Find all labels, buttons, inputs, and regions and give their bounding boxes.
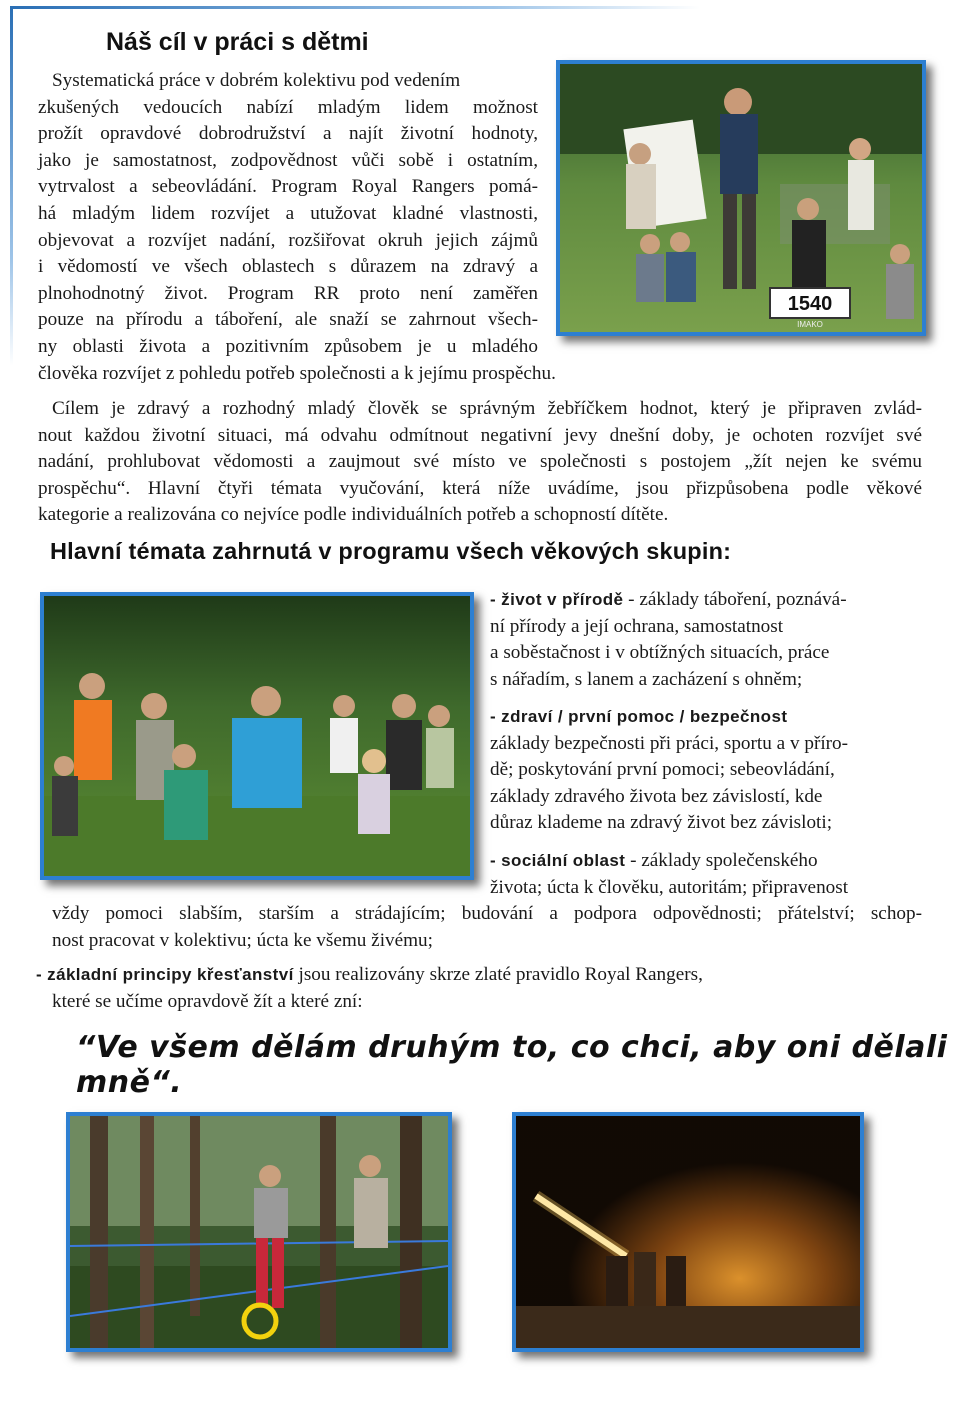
intro-paragraph <box>38 68 556 387</box>
topic-health-line: základy zdravého života bez závislostí, kde <box>490 785 823 807</box>
topic-health-line: důraz klademe na zdravý život bez závisloti; <box>490 812 833 834</box>
golden-rule-quote: “Ve všem dělám druhým to, co chci, aby oni dělali mně“. <box>76 1030 948 1100</box>
photo-children-outdoors <box>40 592 474 880</box>
left-accent-line <box>10 6 13 366</box>
score-sign-number: 1540 <box>787 293 833 315</box>
topic-health-title: - zdraví / první pomoc / bezpečnost <box>490 707 788 726</box>
topic-nature-line: ní přírody a její ochrana, samostatnost <box>490 615 784 637</box>
topic-health-line: dě; poskytování první pomoci; sebeovládání, <box>490 759 835 781</box>
page-title: Náš cíl v práci s dětmi <box>106 28 369 56</box>
topic-nature-first: - základy táboření, poznává- <box>623 589 847 610</box>
topic-social-first-line <box>490 848 920 875</box>
night-fire-image <box>516 1116 860 1348</box>
topic-health-line: základy bezpečnosti při práci, sportu a v příro- <box>490 732 849 754</box>
intro-line: há mladým lidem rozvíjet a utužovat kladné vlastnosti, <box>38 202 538 224</box>
goal-line: prospěchu“. Hlavní čtyři témata vyučování, která níže uvádíme, jsou přizpůsobena podle věkové <box>38 477 922 499</box>
intro-line: zkušených vedoucích nabízí mladým lidem možnost <box>38 96 538 118</box>
topic-social-title: - sociální oblast <box>490 851 626 870</box>
topic-christian <box>36 962 926 1015</box>
topics-heading: Hlavní témata zahrnutá v programu všech věkových skupin: <box>50 538 732 564</box>
topic-social-line: života; úcta k člověku, autoritám; připravenost <box>490 876 849 898</box>
goal-line: nadání, prohlubovat vědomosti a zaujmout své místo ve společnosti s postojem „žít nejen ke svému <box>38 451 922 473</box>
intro-line: objevovat a rozvíjet nadání, rozšiřovat okruh jejich zájmů <box>38 229 538 251</box>
intro-line: prožít opravdové dobrodružství a najít životní hodnoty, <box>38 123 538 145</box>
goal-paragraph <box>38 396 922 529</box>
top-accent-line <box>10 6 700 9</box>
forest-game-image <box>70 1116 448 1348</box>
topic-christian-first-line <box>36 962 926 989</box>
score-sign-brand: IMAKO <box>797 320 823 329</box>
intro-line: jako je samostatnost, zodpovědnost vůči sobě i ostatním, <box>38 149 538 171</box>
intro-line: plnohodnotný život. Program RR proto není zaměřen <box>38 282 538 304</box>
intro-line: vytrvalost a sebeovládání. Program Royal Rangers pomá- <box>38 176 538 198</box>
goal-line: nout každou životní situaci, má odvahu odmítnout negativní jevy dnešní doby, je ochoten rozvíjet své <box>38 424 922 446</box>
intro-line-last: člověka rozvíjet z pohledu potřeb společnosti a k jejímu prospěchu. <box>38 362 556 384</box>
topic-christian-first: jsou realizovány skrze zlaté pravidlo Royal Rangers, <box>293 964 703 985</box>
topic-social-wide-line: nost pracovat v kolektivu; úcta ke všemu živému; <box>52 929 433 951</box>
topic-nature-first-line <box>490 587 920 614</box>
intro-line: pouze na přírodu a táboření, ale snaží se zahrnout všech- <box>38 309 538 331</box>
intro-line: i vědomostí ve všech oblastech s důrazem na zdravý a <box>38 256 538 278</box>
topic-christian-title: - základní principy křesťanství <box>36 965 294 984</box>
photo-camp-group <box>556 60 926 336</box>
intro-line: ny oblasti života a pozitivním způsobem je u mladého <box>38 335 538 357</box>
topic-social <box>490 848 920 901</box>
children-outdoors-image <box>44 596 470 876</box>
photo-night-fire <box>512 1112 864 1352</box>
topic-health <box>490 704 920 837</box>
topic-social-continued <box>52 901 922 954</box>
topic-social-first: - základy společenského <box>625 850 818 871</box>
topic-christian-line: které se učíme opravdově žít a které zní: <box>52 990 363 1012</box>
intro-line: Systematická práce v dobrém kolektivu pod vedením <box>52 70 461 91</box>
camp-group-image <box>560 64 922 332</box>
photo-forest-game <box>66 1112 452 1352</box>
goal-line: Cílem je zdravý a rozhodný mladý člověk se správným žebříčkem hodnot, který je připraven zvlád- <box>52 398 922 419</box>
topic-nature-line: a soběstačnost i v obtížných situacích, práce <box>490 642 830 664</box>
topic-nature-title: - život v přírodě <box>490 590 624 609</box>
topic-social-wide-line: vždy pomoci slabším, starším a strádajícím; budování a podpora odpovědnosti; přátelství; schop- <box>52 903 922 924</box>
goal-line: kategorie a realizována co nejvíce podle individuálních potřeb a schopností dítěte. <box>38 504 669 526</box>
topic-nature-line: s nářadím, s lanem a zacházení s ohněm; <box>490 668 803 690</box>
topic-nature <box>490 587 920 693</box>
